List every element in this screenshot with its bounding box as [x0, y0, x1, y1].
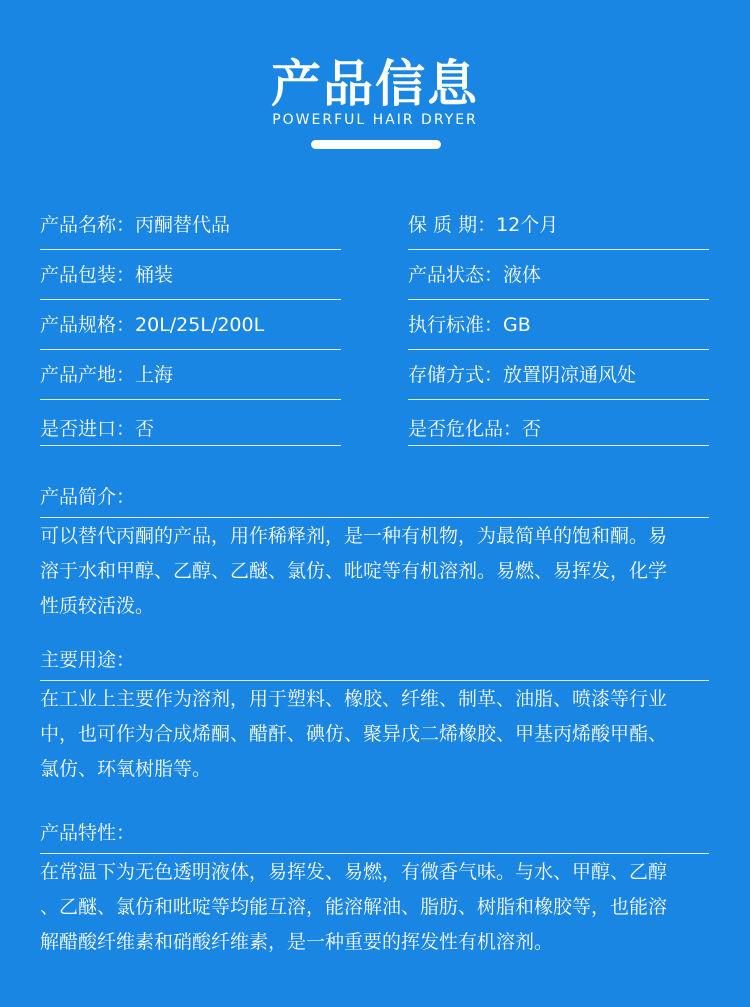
section-line: 在常温下为无色透明液体，易挥发、易燃，有微香气味。与水、甲醇、乙醇: [40, 861, 668, 883]
info-label: 产品包装：: [40, 264, 136, 286]
section-heading-usage: 主要用途：: [40, 645, 709, 681]
title-underline-bar: [311, 140, 441, 149]
info-value: 12个月: [496, 214, 559, 236]
section-heading-introduction: 产品简介：: [40, 482, 709, 518]
info-row-standard: [408, 310, 709, 350]
info-label: 产品名称：: [40, 214, 136, 236]
info-label: 保 质 期：: [408, 214, 497, 236]
info-row-hazardous: [408, 414, 709, 446]
info-row-specification: [40, 310, 341, 350]
section-line: 解醋酸纤维素和硝酸纤维素，是一种重要的挥发性有机溶剂。: [40, 931, 554, 953]
section-heading-properties: 产品特性：: [40, 818, 709, 854]
info-row-shelf-life: [408, 210, 709, 250]
info-row-product-name: [40, 210, 341, 250]
info-label: 产品产地：: [40, 364, 136, 386]
section-body-introduction: [40, 519, 712, 624]
info-row-state: [408, 260, 709, 300]
info-label: 存储方式：: [408, 364, 504, 386]
info-label: 是否危化品：: [408, 418, 523, 440]
info-value: 否: [522, 418, 542, 440]
page-title: 产品信息: [271, 55, 479, 113]
section-body-usage: [40, 682, 712, 787]
section-line: 在工业上主要作为溶剂，用于塑料、橡胶、纤维、制革、油脂、喷漆等行业: [40, 688, 668, 710]
info-value: 否: [135, 418, 155, 440]
info-value: 桶装: [135, 264, 174, 286]
info-label: 执行标准：: [408, 314, 504, 336]
section-line: 氯仿、环氧树脂等。: [40, 758, 212, 780]
info-row-imported: [40, 414, 341, 446]
info-value: 液体: [503, 264, 542, 286]
info-label: 产品规格：: [40, 314, 136, 336]
info-row-storage: [408, 360, 709, 400]
section-body-properties: [40, 855, 712, 960]
info-label: 是否进口：: [40, 418, 136, 440]
info-row-origin: [40, 360, 341, 400]
info-value: GB: [503, 314, 531, 336]
info-value: 上海: [135, 364, 174, 386]
info-value: 20L/25L/200L: [135, 314, 265, 336]
section-line: 溶于水和甲醇、乙醇、乙醚、氯仿、吡啶等有机溶剂。易燃、易挥发，化学: [40, 560, 668, 582]
section-line: 、乙醚、氯仿和吡啶等均能互溶，能溶解油、脂肪、树脂和橡胶等，也能溶: [40, 896, 668, 918]
info-value: 丙酮替代品: [135, 214, 231, 236]
info-value: 放置阴凉通风处: [503, 364, 637, 386]
section-line: 性质较活泼。: [40, 595, 155, 617]
info-label: 产品状态：: [408, 264, 504, 286]
section-line: 可以替代丙酮的产品，用作稀释剂，是一种有机物，为最简单的饱和酮。易: [40, 525, 668, 547]
section-line: 中，也可作为合成烯酮、醋酐、碘仿、聚异戊二烯橡胶、甲基丙烯酸甲酯、: [40, 723, 668, 745]
page-subtitle: POWERFUL HAIR DRYER: [272, 112, 478, 128]
info-row-packaging: [40, 260, 341, 300]
